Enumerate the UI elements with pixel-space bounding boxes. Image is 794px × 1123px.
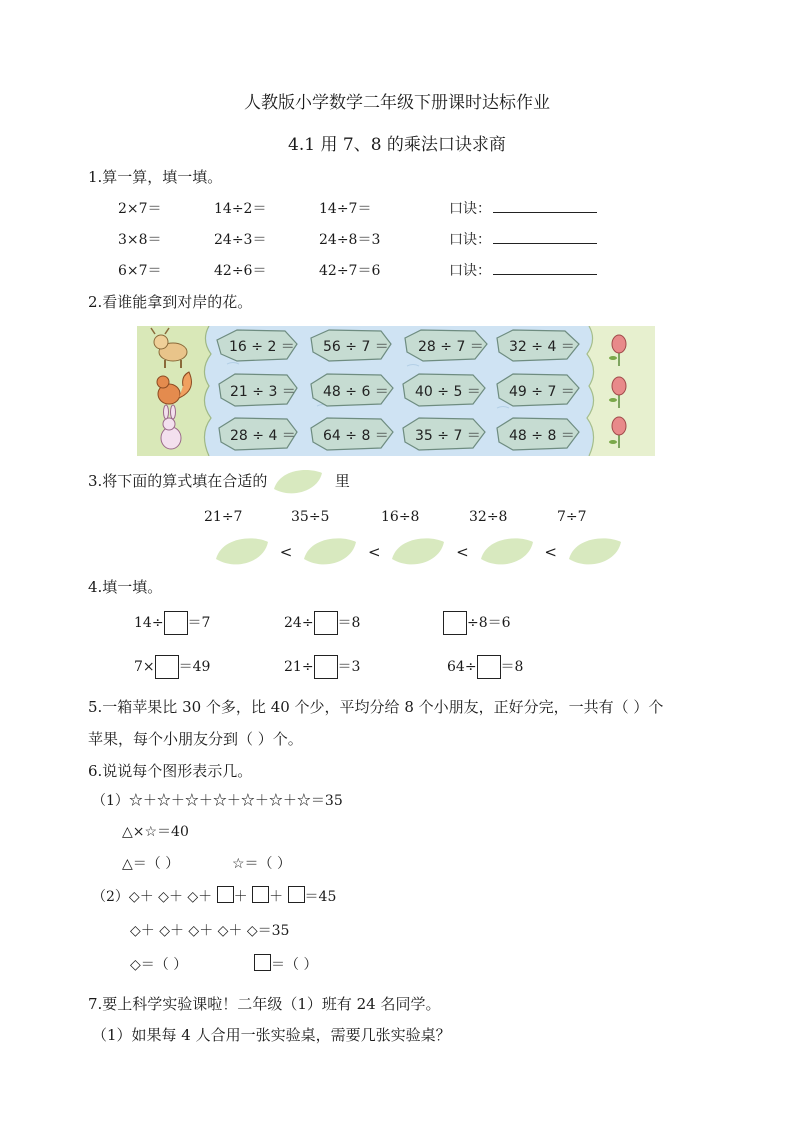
- river-svg: [137, 326, 655, 456]
- q2-label: 2.看谁能拿到对岸的花。: [88, 293, 253, 311]
- stone[interactable]: [405, 330, 487, 361]
- q6-p1-line2: △×☆＝40: [122, 824, 189, 840]
- stone[interactable]: [217, 330, 297, 361]
- q1-r3c1: 6×7＝: [118, 263, 162, 279]
- q1-r2c3: 24÷8＝3: [319, 232, 381, 248]
- less-than: <: [367, 543, 381, 561]
- stone-expr: 28 ÷ 4 ＝: [230, 428, 296, 444]
- leaf-blank-4[interactable]: [479, 535, 535, 569]
- page-title: 人教版小学数学二年级下册课时达标作业: [244, 93, 550, 113]
- answer-box[interactable]: [155, 655, 179, 679]
- answer-blank[interactable]: [493, 229, 597, 244]
- q4-item-5: 21÷ ＝3: [284, 654, 360, 680]
- stone-expr: 64 ÷ 8 ＝: [323, 428, 389, 444]
- answer-blank[interactable]: [493, 260, 597, 275]
- answer-box[interactable]: [314, 655, 338, 679]
- stone[interactable]: [311, 418, 393, 450]
- q7-label: 7.要上科学实验课啦！二年级（1）班有 24 名同学。: [88, 995, 441, 1013]
- q1-label: 1.算一算，填一填。: [88, 168, 223, 186]
- q1-r3-mnemonic: 口诀：: [449, 260, 597, 280]
- q4-label: 4.填一填。: [88, 578, 163, 596]
- q6-p2-line1: （2）◇＋ ◇＋ ◇＋ ＋ ＋ ＝45: [92, 886, 336, 908]
- less-than: <: [279, 543, 293, 561]
- answer-box[interactable]: [164, 611, 188, 635]
- stone[interactable]: [497, 418, 579, 450]
- stone-expr: 56 ÷ 7 ＝: [323, 339, 389, 355]
- q1-r1c3: 14÷7＝: [319, 201, 372, 217]
- stone-expr: 40 ÷ 5 ＝: [415, 384, 481, 400]
- stone-expr: 48 ÷ 6 ＝: [323, 384, 389, 400]
- square-shape: [254, 954, 271, 971]
- q3-expr-2: 35÷5: [291, 509, 330, 525]
- q3-expr-4: 32÷8: [469, 509, 508, 525]
- q3-expr-1: 21÷7: [204, 509, 243, 525]
- q4-item-6: 64÷ ＝8: [447, 654, 523, 680]
- stone[interactable]: [403, 418, 485, 450]
- q3-label: 3.将下面的算式填在合适的 里: [88, 465, 350, 497]
- page-subtitle: 4.1 用 7、8 的乘法口诀求商: [288, 135, 506, 155]
- q5-line-2: 苹果，每个小朋友分到（ ）个。: [88, 730, 303, 748]
- stone-expr: 35 ÷ 7 ＝: [415, 428, 481, 444]
- stone[interactable]: [497, 374, 579, 406]
- stone[interactable]: [219, 418, 297, 450]
- stone-expr: 48 ÷ 8 ＝: [509, 428, 575, 444]
- q6-p1-star-answer[interactable]: ☆＝（ ）: [232, 856, 292, 872]
- leaf-comparison-row: [214, 535, 623, 571]
- less-than: <: [544, 543, 557, 561]
- river-illustration: [137, 326, 655, 456]
- q6-p1-triangle-answer[interactable]: △＝（ ）: [122, 856, 180, 872]
- stone[interactable]: [403, 374, 485, 406]
- q6-label: 6.说说每个图形表示几。: [88, 762, 253, 780]
- q1-r3c3: 42÷7＝6: [319, 263, 381, 279]
- q1-r1c2: 14÷2＝: [214, 201, 267, 217]
- less-than: <: [456, 543, 469, 561]
- q6-p2-square-answer[interactable]: ＝（ ）: [254, 954, 317, 974]
- q7-sub1: （1）如果每 4 人合用一张实验桌，需要几张实验桌？: [92, 1026, 451, 1044]
- stone[interactable]: [311, 330, 391, 361]
- stone-expr: 21 ÷ 3 ＝: [230, 384, 296, 400]
- q4-item-1: 14÷ ＝7: [134, 610, 210, 636]
- stone[interactable]: [219, 374, 297, 406]
- stone-expr: 49 ÷ 7 ＝: [509, 384, 575, 400]
- stone[interactable]: [497, 330, 579, 361]
- q4-item-4: 7× ＝49: [134, 654, 210, 680]
- answer-box[interactable]: [443, 611, 467, 635]
- q1-r3c2: 42÷6＝: [214, 263, 267, 279]
- square-shape: [217, 886, 234, 903]
- square-shape: [288, 886, 305, 903]
- stone-expr: 28 ÷ 7 ＝: [418, 339, 484, 355]
- answer-box[interactable]: [314, 611, 338, 635]
- q3-expr-3: 16÷8: [381, 509, 420, 525]
- leaf-blank-5[interactable]: [567, 535, 623, 569]
- q4-item-2: 24÷ ＝8: [284, 610, 360, 636]
- q4-item-3: ÷8＝6: [443, 610, 511, 636]
- q1-r2-mnemonic: 口诀：: [449, 229, 597, 249]
- answer-blank[interactable]: [493, 198, 597, 213]
- q1-r2c1: 3×8＝: [118, 232, 162, 248]
- leaf-blank-1[interactable]: [214, 535, 270, 569]
- leaf-blank-3[interactable]: [390, 535, 446, 569]
- leaf-icon: [272, 467, 324, 497]
- q5-line-1: 5.一箱苹果比 30 个多，比 40 个少，平均分给 8 个小朋友，正好分完，一共有（ ）个: [88, 698, 664, 716]
- answer-box[interactable]: [477, 655, 501, 679]
- stone-expr: 16 ÷ 2 ＝: [229, 339, 295, 355]
- q1-r1-mnemonic: 口诀：: [449, 198, 597, 218]
- stone-expr: 32 ÷ 4 ＝: [509, 339, 575, 355]
- q6-p2-line2: ◇＋ ◇＋ ◇＋ ◇＋ ◇＝35: [130, 923, 290, 939]
- stone[interactable]: [311, 374, 393, 406]
- q1-r2c2: 24÷3＝: [214, 232, 267, 248]
- q6-p2-diamond-answer[interactable]: ◇＝（ ）: [130, 957, 188, 973]
- leaf-blank-2[interactable]: [302, 535, 358, 569]
- q6-p1-line1: （1）☆＋☆＋☆＋☆＋☆＋☆＋☆＝35: [92, 793, 343, 809]
- square-shape: [252, 886, 269, 903]
- q3-expr-5: 7÷7: [557, 509, 587, 525]
- q1-r1c1: 2×7＝: [118, 201, 162, 217]
